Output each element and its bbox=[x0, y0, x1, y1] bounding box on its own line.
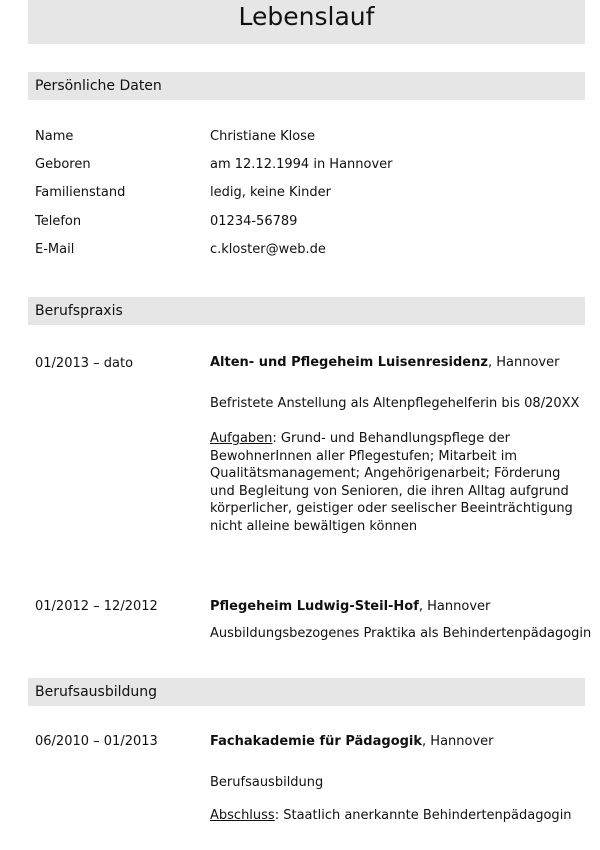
section-personal-header bbox=[28, 72, 585, 100]
value-name: Christiane Klose bbox=[210, 129, 315, 144]
experience-location-2: , Hannover bbox=[418, 599, 491, 614]
degree-text: : Staatlich anerkannte Behindertenpädagogin bbox=[274, 808, 572, 823]
value-marital-status: ledig, keine Kinder bbox=[210, 185, 332, 200]
label-name: Name bbox=[35, 129, 74, 144]
label-email: E-Mail bbox=[35, 242, 75, 257]
education-period-1: 06/2010 – 01/2013 bbox=[35, 734, 158, 749]
experience-employer-line-1 bbox=[210, 355, 559, 370]
section-title-personal: Persönliche Daten bbox=[35, 78, 162, 94]
education-location-1: , Hannover bbox=[422, 734, 494, 749]
value-email: c.kloster@web.de bbox=[210, 242, 326, 257]
education-school-line-1 bbox=[210, 734, 494, 749]
value-phone: 01234-56789 bbox=[210, 214, 298, 229]
value-born: am 12.12.1994 in Hannover bbox=[210, 157, 393, 172]
tasks-text: : Grund- und Behandlungspflege der BewohnerInnen aller Pflegestufen; Mitarbeit im Qualitätsmanagement; Angehörigenarbeit; Förderung und Begleitung von Senioren, die ihren Alltag aufgrund körperlicher, geistiger oder seelischer Beeinträchtigung nicht alleine bewältigen können bbox=[210, 431, 573, 534]
title-bar bbox=[28, 0, 585, 44]
experience-position-1: Befristete Anstellung als Altenpflegehelferin bis 08/20XX bbox=[210, 396, 580, 411]
experience-employer-1: Alten- und Pflegeheim Luisenresidenz bbox=[210, 355, 488, 370]
section-education-header bbox=[28, 678, 585, 706]
experience-period-1: 01/2013 – dato bbox=[35, 356, 134, 371]
experience-location-1: , Hannover bbox=[487, 355, 560, 370]
experience-period-2: 01/2012 – 12/2012 bbox=[35, 599, 158, 614]
label-phone: Telefon bbox=[35, 214, 82, 229]
label-marital-status: Familienstand bbox=[35, 185, 126, 200]
section-title-education: Berufsausbildung bbox=[35, 684, 158, 700]
experience-position-2: Ausbildungsbezogenes Praktika als Behindertenpädagogin bbox=[210, 626, 592, 641]
tasks-label: Aufgaben bbox=[210, 431, 273, 446]
label-born: Geboren bbox=[35, 157, 91, 172]
education-type-1: Berufsausbildung bbox=[210, 775, 324, 790]
section-title-experience: Berufspraxis bbox=[35, 303, 123, 319]
experience-employer-line-2 bbox=[210, 599, 490, 614]
education-school-1: Fachakademie für Pädagogik bbox=[210, 734, 423, 749]
page-title: Lebenslauf bbox=[238, 2, 375, 31]
experience-employer-2: Pflegeheim Ludwig-Steil-Hof bbox=[210, 599, 419, 614]
experience-tasks-1 bbox=[210, 430, 582, 536]
section-experience-header bbox=[28, 297, 585, 325]
degree-label: Abschluss bbox=[210, 808, 275, 823]
education-degree-1 bbox=[210, 808, 572, 823]
